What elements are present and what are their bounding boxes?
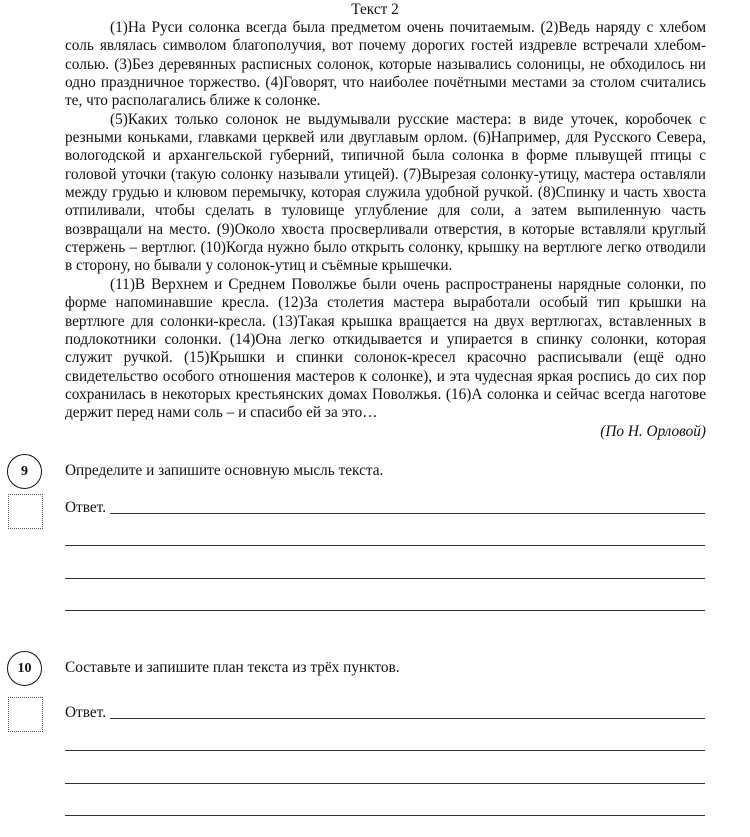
answer-line[interactable] [110, 513, 705, 514]
answer-label: Ответ. [65, 704, 107, 721]
paragraph: (11)В Верхнем и Среднем Поволжье были очень распространены нарядные солонки, по форме напоминавшие кресла. (12)За столетия мастера выработали особый тип крышки на вертлюге для солонки-кресла. (13)Такая крышка вращается на двух вертлюгах, вставленных в подлокотники солонки. (14)Она легко откидывается и упирается в спинку солонки, которая служит ручкой. (15)Крышки и спинки солонок-кресел красочно расписывали (ещё одно свидетельство особого отношения мастеров к солонке), и эта чудесная яркая роспись до сих пор сохранилась в некоторых крестьянских домах Поволжья. (16)А солонка и сейчас всегда наготове держит перед нами соль – и спасибо ей за это… [65, 275, 706, 422]
question-text-9: Определите и запишите основную мысль текста. [65, 462, 384, 479]
reading-text [65, 19, 706, 441]
answer-line[interactable] [65, 750, 705, 751]
answer-row-9[interactable] [65, 499, 705, 517]
question-number-9: 9 [7, 454, 42, 489]
answer-line[interactable] [65, 783, 705, 784]
paragraph: (1)На Руси солонка всегда была предметом очень почитаемым. (2)Ведь наряду с хлебом соль являлась символом благополучия, вот почему дорогих гостей издревле встречали хлебом-солью. (3)Без деревянных расписных солонок, которые назывались солоницы, не обходилось ни одно праздничное торжество. (4)Говорят, что наиболее почётными местами за столом считались те, что располагались ближе к солонке. [65, 19, 706, 110]
paragraph: (5)Каких только солонок не выдумывали русские мастера: в виде уточек, коробочек с резными коньками, главками церквей или двуглавым орлом. (6)Например, для Русского Севера, вологодской и архангельской губерний, типичной была солонка в форме плывущей птицы с головой уточки (такую солонку называли утицей). (7)Вырезая солонку-утицу, мастера оставляли между грудью и клювом перемычку, которая служила удобной ручкой. (8)Спинку и часть хвоста отпиливали, чтобы сделать в туловище углубление для соли, а затем выпиленную часть возвращали на место. (9)Около хвоста просверливали отверстия, в которые вставляли круглый стержень – вертлюг. (10)Когда нужно было открыть солонку, крышку на вертлюге легко отводили в сторону, но бывали у солонок-утиц и съёмные крышечки. [65, 110, 706, 275]
score-box-10 [8, 697, 43, 732]
question-number-10: 10 [7, 651, 42, 686]
answer-line[interactable] [65, 578, 705, 579]
answer-line[interactable] [65, 545, 705, 546]
score-box-9 [8, 494, 43, 529]
text-title: Текст 2 [351, 1, 399, 18]
answer-label: Ответ. [65, 499, 107, 516]
answer-row-10[interactable] [65, 704, 705, 722]
question-text-10: Составьте и запишите план текста из трёх пунктов. [65, 659, 400, 676]
answer-line[interactable] [65, 610, 705, 611]
answer-line[interactable] [110, 718, 705, 719]
author-attribution: (По Н. Орловой) [600, 422, 706, 440]
answer-line[interactable] [65, 815, 705, 816]
